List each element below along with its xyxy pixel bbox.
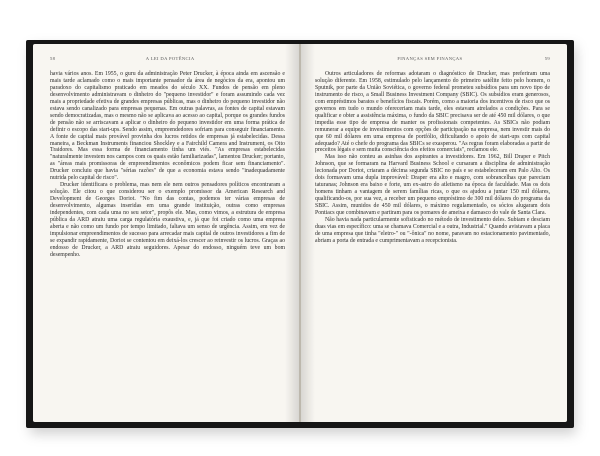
paragraph: Não havia nada particularmente sofisticado no método de investimento deles. Subiam e desciam duas vias em específico: uma se chamava Comercial e a outra, Industrial." Quando avistavam a placa de uma empresa que tinha "eletro-" ou "-ônica" no nome, paravam no estacionamento pavimentado, abriam a porta de entrada e cumprimentavam a recepcionista.	[315, 217, 550, 244]
page-number: 58	[50, 56, 56, 61]
running-head: FINANÇAS SEM FINANÇAS	[397, 56, 463, 61]
paragraph: Mas isso não conteu as asinhas dos aspirantes a investidores. Em 1962, Bill Draper e Pitch Johnson, que se formaram na Harvard Business School e cursaram a disciplina de administração lecionada por Doriot, criaram a décima segunda SBIC no país e se estabeleceram em Palo Alto. Os dois formavam uma dupla improvável: Draper era alto e magro, com sobrancelhas que pareciam taturanas; Johnson era baixo e forte, um ex-astro do atletismo na época de faculdade. Mas os dois homens tinham a vantagem de serem famílias ricas, o que os ajudou a juntar 150 mil dólares, qualificando-os, por sua vez, a receber um pequeno empréstimo de 300 mil dólares do programa da SBIC. Assim, munidos de 450 mil dólares, o máximo regulamentado, os sócios alugaram dois Pontiacs que combinavam e partiram para os pomares de ameixa e damasco do vale de Santa Clara.	[315, 154, 550, 217]
left-page-header	[50, 56, 285, 65]
left-page	[33, 44, 299, 422]
page-number: 59	[544, 56, 550, 61]
paragraph: Outros articuladores de reformas adotaram o diagnóstico de Drucker, mas preferiram uma solução diferente. Em 1958, estimulado pelo lançamento do primeiro satélite feito pelo homem, o Sputnik, por parte da União Soviética, o governo federal prometeu subsídios para um novo tipo de instrumento de risco, a Small Business Investment Company (SBIC). Os subsídios eram generosos, com empréstimos baratos e benefícios fiscais. Porém, como a maioria dos incentivos de risco que os governos em tudo o mundo ofereceriam mais tarde, eles estavam atrelados a condições. Para se qualificar e obter a assistência máxima, o fundo da SBIC precisava ser de até 450 mil dólares, o que impedia esse tipo de empresa de manter os profissionais competentes. As SBICs não podiam remunerar a equipe de investimentos com opções de participação na empresa, nem investir mais do que 60 mil dólares em uma empresa de portfólio, dificultando o apoio de start-ups com capital adequado? Até o chefe do programa das SBICs se exasperou. "As regras foram elaboradas a partir de preceitos légais e sem muita consciência dos efeitos comerciais", reclamou ele.	[315, 71, 550, 154]
left-page-body	[50, 71, 285, 259]
paragraph: havia vários anos. Em 1955, o guru da administração Peter Drucker, à época ainda em ascensão e mais tarde aclamado como o mais importante pensador da área de negócios da era, apontou um paradoxo do capitalismo praticado em meados do século XX. Fundos de pensão em pleno desenvolvimento administravam o dinheiro do "pequeno investidor" e foram assumindo cada vez mais a propriedade efetiva de grandes empresas públicas, mas o dinheiro do pequeno investidor não estava sendo canalizado para empresas pequenas. Em outras palavras, as fontes de capital estavam sendo democratizadas, mas o mesmo não se aplicava ao acesso ao capital, porque os grandes fundos de pensão não se arriscavam a aplicar o dinheiro do pequeno investidor em uma forma prática de definir o escopo das start-ups. Sendo assim, empreendedores sofriam para conseguir financiamento. A fonte de capital mais provável provinha dos lucros retidos de empresas já estabelecidas. Dessa maneira, a Beckman Instruments financiou Shockley e a Fairchild Camera and Instrument, os Oito Traidores. Mas essa forma de financiamento tinha um viés. "As empresas estabelecidas "naturalmente investem nos campos com os quais estão familiarizadas", lamentou Drucker; portanto, as "áreas mais promissoras de empreendimentos econômicos podem ficar sem financiamento". Drucker concluiu que havia "sérias razões" de que a economia estava sendo "inadequadamente nutrida pelo capital de risco".	[50, 71, 285, 182]
running-head: A LEI DA POTÊNCIA	[145, 56, 195, 61]
paragraph: Drucker identificara o problema, mas nem ele nem outros pensadores políticos encontraram a solução. Ele citou o que considerou ser o exemplo promissor da American Research and Development de Georges Doriot. "No fim das contas, podemos ter várias empresas de desenvolvimento, algumas inseridas em uma grande instituição, outras como empresas independentes, com cada uma no seu setor", propôs ele. Mas, como vimos, a estrutura de empresa pública da ARD atraiu uma carga regulatória exaustiva, e, já que foi criado como uma empresa aberta e não como um fundo por tempo limitado, faltava um senso de urgência. Assim, em vez de impulsionar empreendimentos de sucesso para arrecadar mais capital de outros investidores a fim de se expandir rapidamente, Doriot se contentou em deixá-los crescer ao reinvestir os lucros. Graças ao endosso de Drucker, a ARD atraiu seguidores. Apesar do endosso, ninguém teve um bom desempenho.	[50, 182, 285, 258]
right-page-body	[315, 71, 550, 245]
right-page	[301, 44, 567, 422]
right-page-header	[315, 56, 550, 65]
